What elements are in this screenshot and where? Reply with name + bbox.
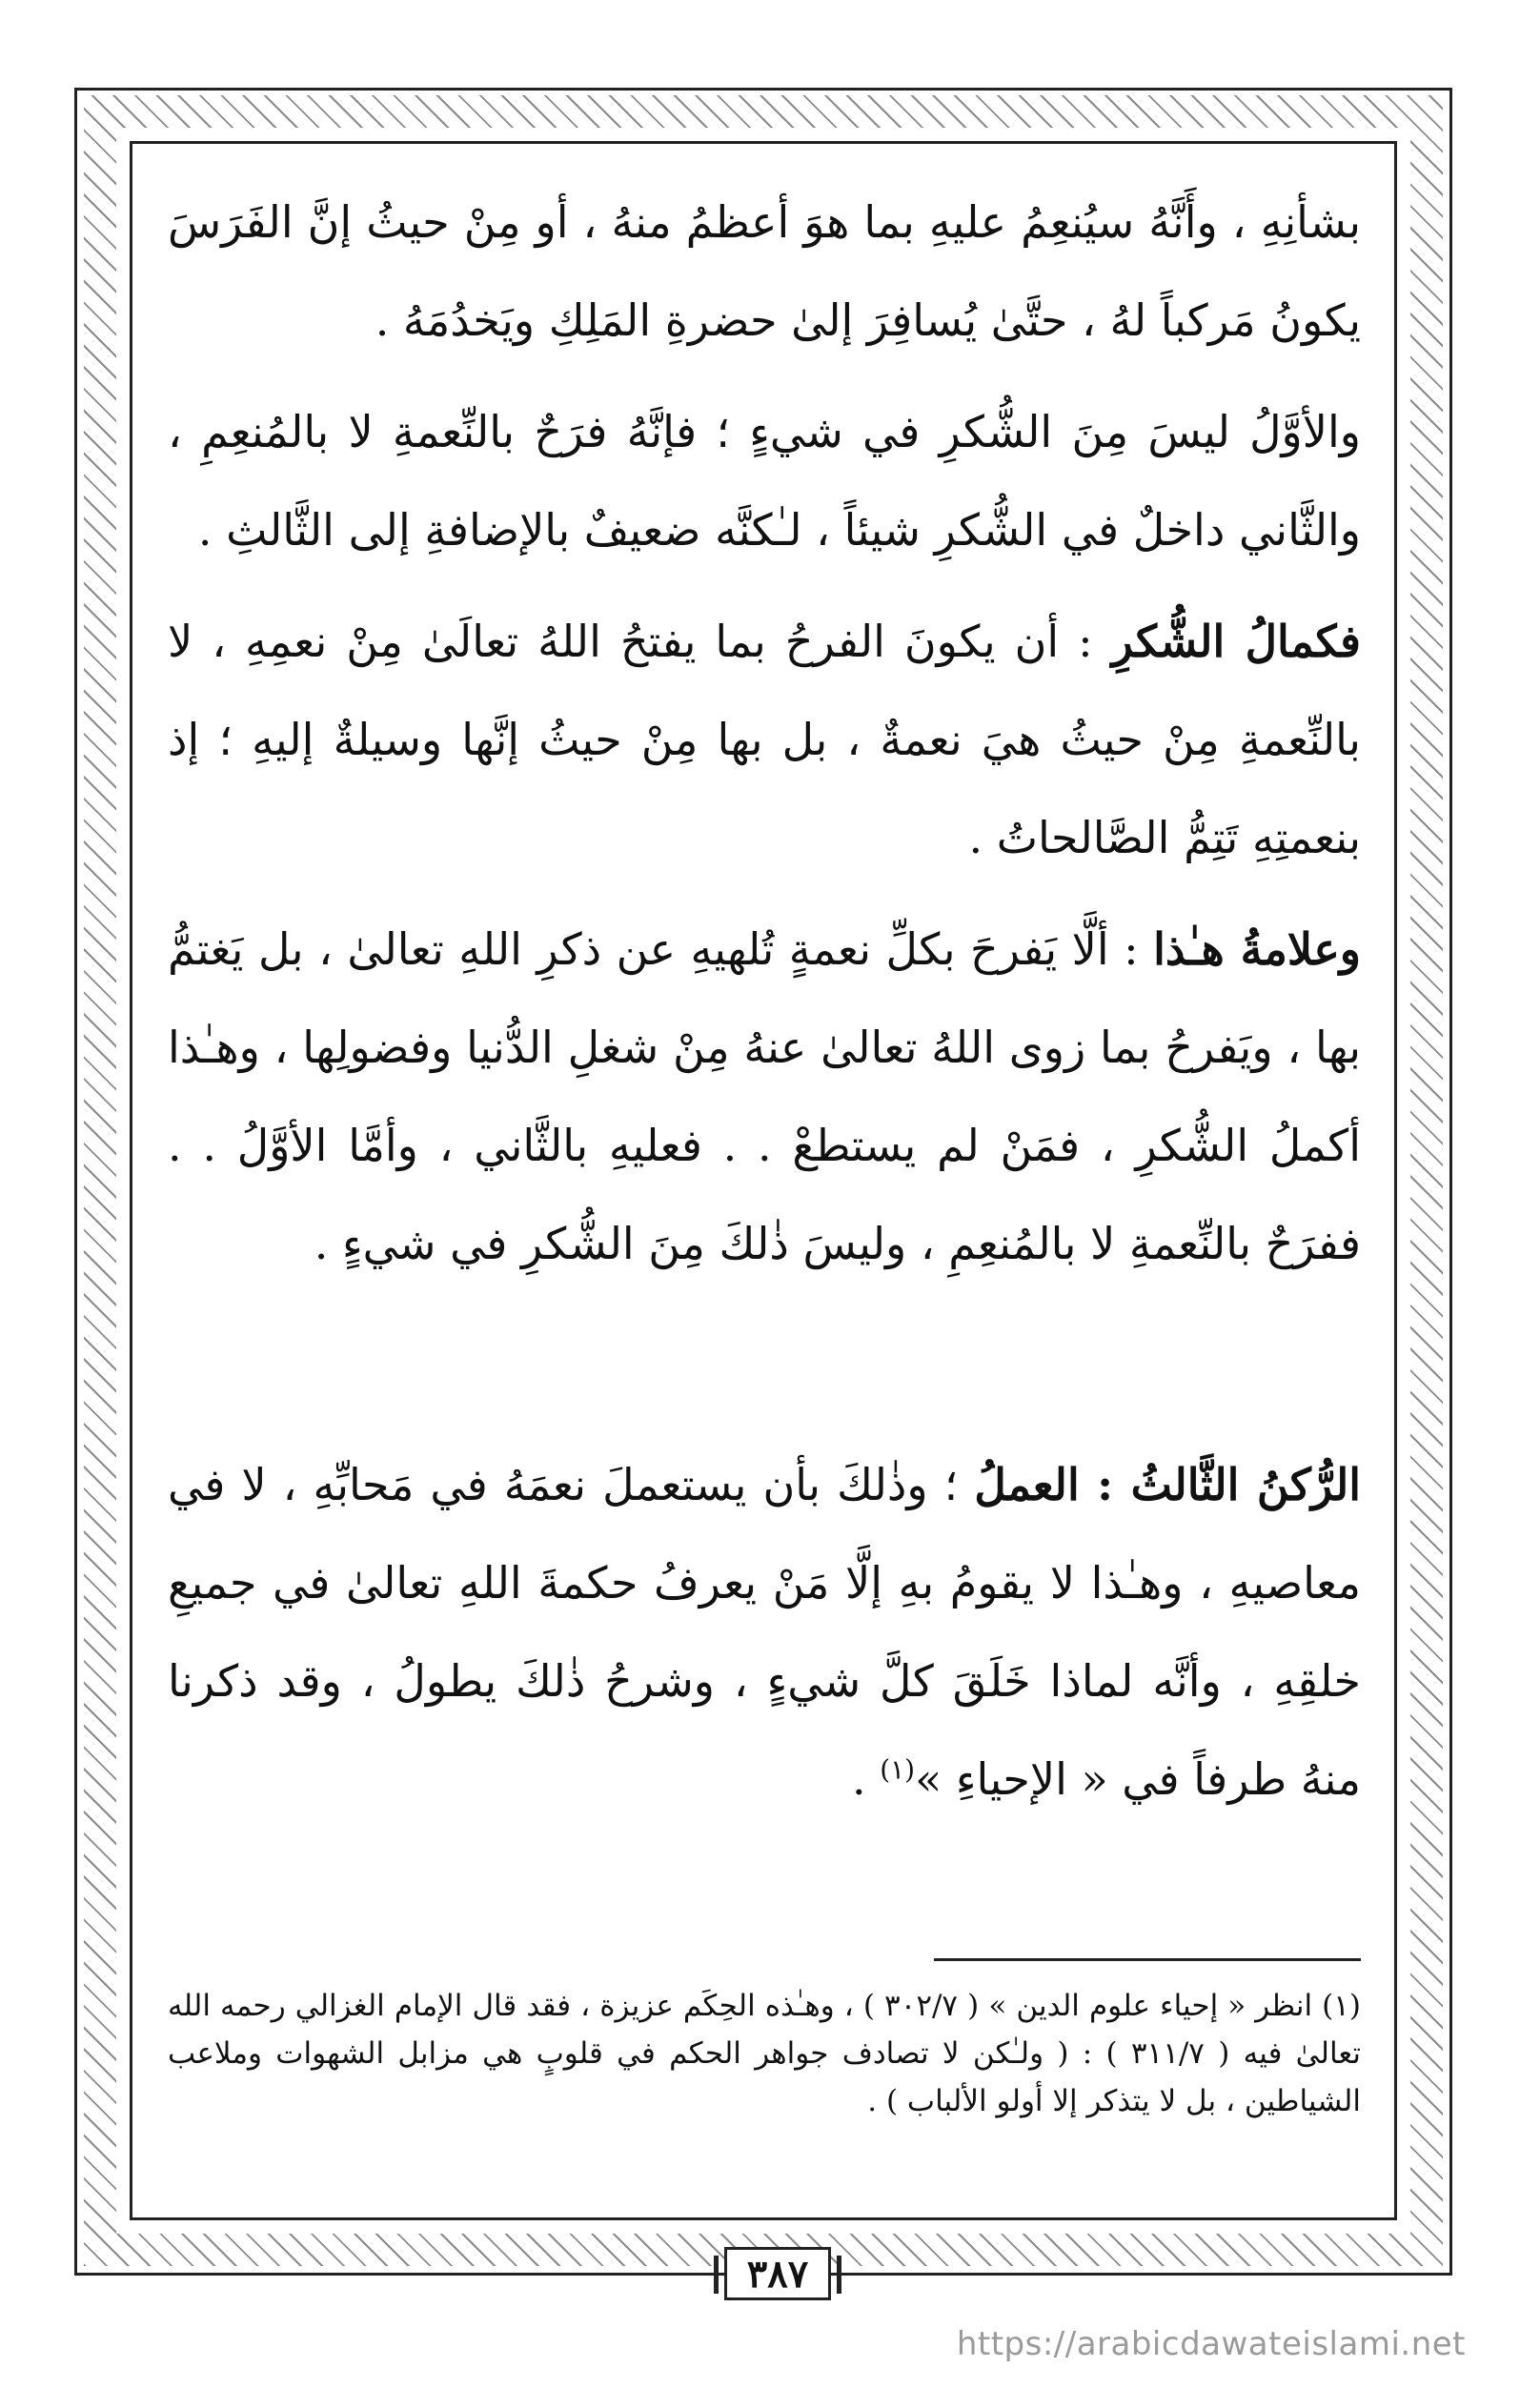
paragraph-1 (168, 173, 1361, 370)
footnote-divider (934, 1958, 1361, 1961)
page-number (724, 2247, 831, 2300)
watermark-url: https://arabicdawateislami.net (956, 2325, 1466, 2363)
footnote (168, 1982, 1361, 2125)
body-text (168, 173, 1361, 1829)
paragraph-1-text: بشأنِهِ ، وأَنَّهُ سيُنعِمُ عليهِ بما هوَ أعظمُ منهُ ، أو مِنْ حيثُ إنَّ الفَرَسَ يكونُ مَركباً لهُ ، حتَّىٰ يُسافِرَ إلىٰ حضرةِ المَلِكِ ويَخدُمَهُ . (168, 196, 1361, 346)
paragraph-3 (168, 593, 1361, 887)
footnote-reference[interactable]: (١) (880, 1753, 916, 1786)
section-end: . (851, 1753, 881, 1805)
section-text: ؛ وذٰلكَ بأن يستعملَ نعمَهُ في مَحابِّهِ ، لا في معاصيهِ ، وهـٰذا لا يقومُ بهِ إلَّا مَنْ يعرفُ حكمةَ اللهِ تعالىٰ في جميعِ خلقِهِ ، وأنَّه لماذا خَلَقَ كلَّ شيءٍ ، وشرحُ ذٰلكَ يطولُ ، وقد ذكرنا منهُ طرفاً في « الإحياءِ » (168, 1459, 1361, 1805)
section-heading: الرُّكنُ الثَّالثُ : العملُ (974, 1459, 1361, 1510)
paragraph-2 (168, 383, 1361, 579)
paragraph-3-lead: فكمالُ الشُّكرِ (1111, 616, 1362, 667)
footnote-text: (١) انظر « إحياء علوم الدين » ( ٣٠٢/٧ ) ، وهـٰذه الحِكَم عزيزة ، فقد قال الإمام الغزالي رحمه الله تعالىٰ فيه ( ٣١١/٧ ) : ( ولـٰكن لا تصادف جواهر الحكم في قلوبٍ هي مزابل الشهوات وملاعب الشياطين ، بل لا يتذكر إلا أولو الألباب ) . (168, 1989, 1362, 2118)
paragraph-4 (168, 901, 1361, 1293)
paragraph-4-text: : ألَّا يَفرحَ بكلِّ نعمةٍ تُلهيهِ عن ذكرِ اللهِ تعالىٰ ، بل يَغتمُّ بها ، ويَفرحُ بما زوى اللهُ تعالىٰ عنهُ مِنْ شغلِ الدُّنيا وفضولِها ، وهـٰذا أكملُ الشُّكرِ ، فمَنْ لم يستطعْ . . فعليهِ بالثَّاني ، وأمَّا الأوَّلُ . . ففرَحٌ بالنِّعمةِ لا بالمُنعِمِ ، وليسَ ذٰلكَ مِنَ الشُّكرِ في شيءٍ . (168, 923, 1361, 1269)
paragraph-2-text: والأوَّلُ ليسَ مِنَ الشُّكرِ في شيءٍ ؛ فإنَّهُ فرَحٌ بالنِّعمةِ لا بالمُنعِمِ ، والثَّاني داخلٌ في الشُّكرِ شيئاً ، لـٰكنَّه ضعيفٌ بالإضافةِ إلى الثَّالثِ . (168, 406, 1361, 556)
paragraph-4-lead: وعلامةُ هـٰذا (1153, 923, 1361, 975)
page-number-text: ٣٨٧ (746, 2251, 809, 2297)
section-paragraph (168, 1436, 1361, 1829)
paragraph-3-text: : أن يكونَ الفرحُ بما يفتحُ اللهُ تعالَىٰ مِنْ نعمِهِ ، لا بالنِّعمةِ مِنْ حيثُ هيَ نعمةٌ ، بل بها مِنْ حيثُ إنَّها وسيلةٌ إليهِ ؛ إذ بنعمتِهِ تَتِمُّ الصَّالحاتُ . (168, 616, 1361, 863)
